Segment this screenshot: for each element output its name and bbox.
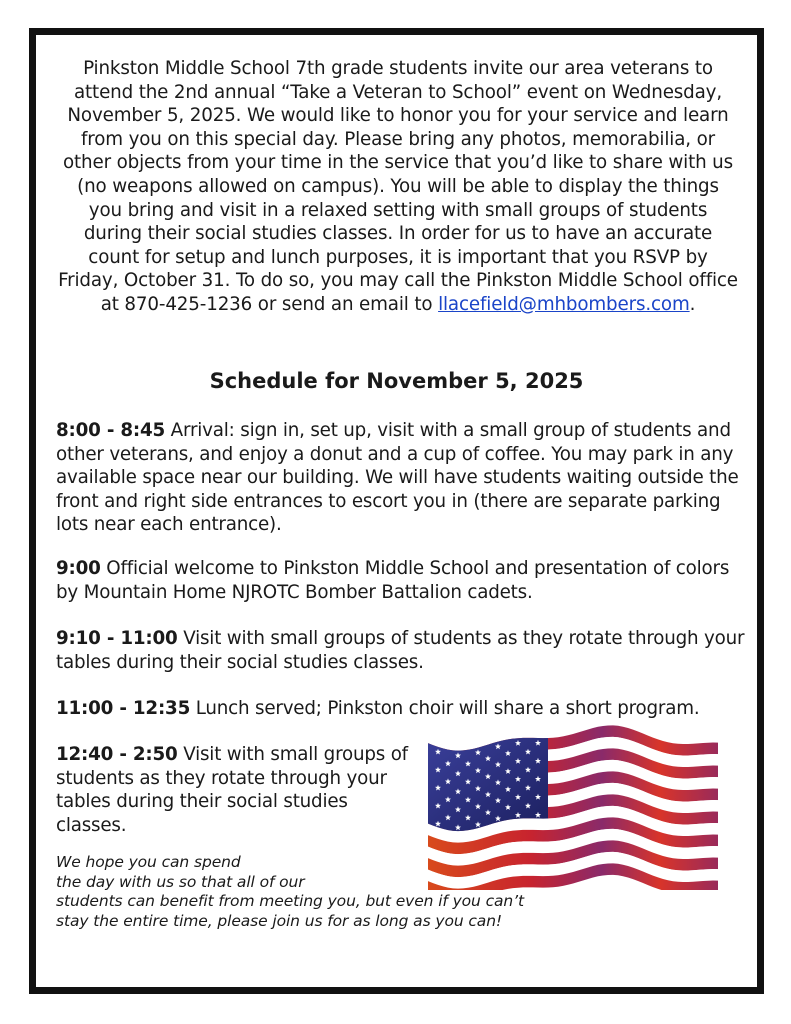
closing-line: stay the entire time, please join us for as long as you can! [56,911,503,930]
schedule-description: Official welcome to Pinkston Middle School and presentation of colors by Mountain Home NJROTC Bomber Battalion cadets. [56,558,730,603]
invitation-text: Pinkston Middle School 7th grade students invite our area veterans to attend the 2nd annual “Take a Veteran to School” event on Wednesday, November 5, 2025. We would like to honor you for your service and learn from you on this special day. Please bring any photos, memorabilia, or other objects from your time in the service that you’d like to share with us (no weapons allowed on campus). You will be able to display the things you bring and visit in a relaxed setting with small groups of students during their social studies classes. In order for us to have an accurate count for setup and lunch purposes, it is important that you RSVP by Friday, October 31. To do so, you may call the Pinkston Middle School office at 870-425-1236 or send an email to [58,58,738,315]
schedule-time: 11:00 - 12:35 [56,698,191,719]
american-flag-icon [418,720,728,890]
schedule-time: 9:00 [56,558,101,579]
schedule-item-afternoon-visits [56,743,416,837]
schedule-item-welcome [56,557,746,604]
closing-line: students can benefit from meeting you, but even if you can’t [56,892,524,910]
invitation-end: . [689,293,696,315]
schedule-description: Visit with small groups of students as they rotate through your tables during their social studies classes. [56,744,408,836]
schedule-description: Arrival: sign in, set up, visit with a small group of students and other veterans, and enjoy a donut and a cup of coffee. You may park in any available space near our building. We will have students waiting outside the front and right side entrances to escort you in (there are separate parking lots near each entrance). [56,420,739,536]
schedule-item-morning-visits [56,627,746,674]
closing-line: the day with us so that all of our [56,872,305,891]
closing-line: We hope you can spend [56,853,241,871]
schedule-item-arrival [56,419,746,537]
document-frame [29,28,764,994]
schedule-time: 9:10 - 11:00 [56,628,178,649]
schedule-description: Visit with small groups of students as they rotate through your tables during their social studies classes. [56,628,745,673]
schedule-heading: Schedule for November 5, 2025 [209,369,584,393]
schedule-item-lunch [56,697,746,721]
schedule-description: Lunch served; Pinkston choir will share a short program. [190,698,700,719]
invitation-paragraph [58,57,738,317]
rsvp-email-link[interactable]: llacefield@mhbombers.com [438,293,690,315]
schedule-time: 12:40 - 2:50 [56,744,178,765]
schedule-time: 8:00 - 8:45 [56,420,166,441]
